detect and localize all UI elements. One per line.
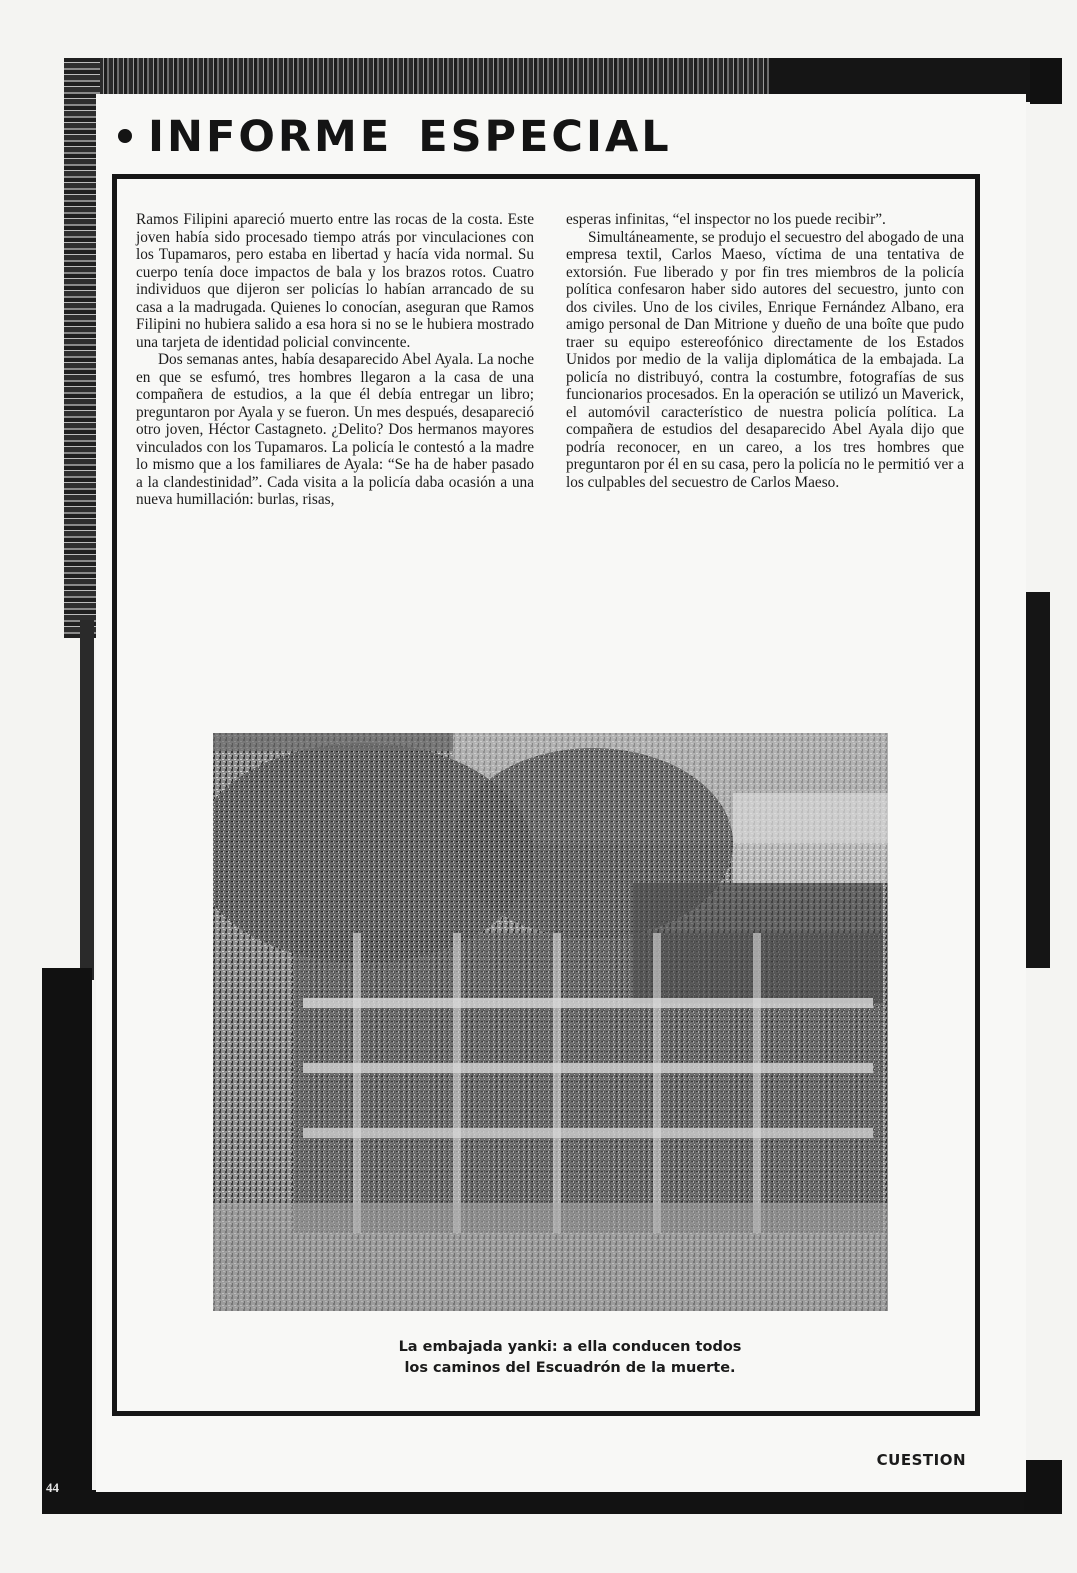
scan-border-top-noise <box>64 58 769 98</box>
page-number: 44 <box>46 1480 59 1495</box>
article-column-left <box>136 211 534 509</box>
scan-border-left-bottom <box>42 968 92 1514</box>
article-column-right <box>566 211 964 491</box>
scan-border-left-mid <box>80 620 94 980</box>
caption-line-1: La embajada yanki: a ella conducen todos <box>398 1339 742 1355</box>
scan-border-bottom <box>42 1490 1062 1514</box>
scan-border-right-bottom <box>1024 1460 1062 1512</box>
paragraph: esperas infinitas, “el inspector no los puede recibir”. <box>566 211 886 228</box>
bullet-icon <box>118 129 132 143</box>
caption-line-2: los caminos del Escuadrón de la muerte. <box>404 1360 736 1376</box>
paragraph: Ramos Filipini apareció muerto entre las rocas de la costa. Este joven había sido procesado tiempo atrás por vinculaciones con los Tupamaros, pero estaba en libertad y hacía vida normal. Su cuerpo tenía doce impactos de bala y los brazos rotos. Cuatro individuos que dijeron ser policías lo habían arrancado de su casa a la madrugada. Quienes lo conocían, aseguran que Ramos Filipini no hubiera salido a esa hora si no se le hubiera mostrado una tarjeta de identidad policial convincente. <box>136 211 534 351</box>
header-word-informe: INFORME <box>148 112 393 162</box>
paragraph: Simultáneamente, se produjo el secuestro del abogado de una empresa textil, Carlos Maeso, víctima de una tentativa de extorsión. Fue liberado y por fin tres miembros de la policía política confesaron haber sido autores del secuestro, junto con dos civiles. Uno de los civiles, Enrique Fernández Albano, era amigo personal de Dan Mitrione y dueño de una boîte que pudo traer su equipo estereofónico directamente de los Estados Unidos por medio de la valija diplomática de la embajada. La policía no distribuyó, contra la costumbre, fotografías de sus funcionarios procesados. En la operación se utilizó un Maverick, el automóvil característico de nuestra policía política. La compañera de estudios del desaparecido Abel Ayala dijo que podría reconocer, en un careo, a los tres hombres que preguntaron por él en su casa, pero la policía no le permitió ver a los culpables del secuestro de Carlos Maeso. <box>566 228 964 491</box>
embassy-photo <box>213 733 888 1311</box>
header-word-especial: ESPECIAL <box>418 112 672 162</box>
section-header <box>112 112 732 168</box>
embassy-photo-image <box>213 733 888 1311</box>
photo-caption <box>300 1337 840 1379</box>
scan-border-left-top <box>64 58 100 638</box>
scan-border-right-top <box>1030 58 1062 104</box>
magazine-brand: CUESTION <box>876 1451 966 1469</box>
scan-border-right-mid <box>1024 592 1050 968</box>
paragraph: Dos semanas antes, había desaparecido Abel Ayala. La noche en que se esfumó, tres hombres llegaron a la casa de una compañera de estudios, a la que él debía entregar un libro; preguntaron por Ayala y se fueron. Un mes después, desapareció otro joven, Héctor Castagneto. ¿Delito? Dos hermanos mayores vinculados con los Tupamaros. La policía le contestó a la madre lo mismo que a los familiares de Ayala: “Se ha de haber pasado a la clandestinidad”. Cada visita a la policía daba ocasión a una nueva humillación: burlas, risas, <box>136 351 534 508</box>
